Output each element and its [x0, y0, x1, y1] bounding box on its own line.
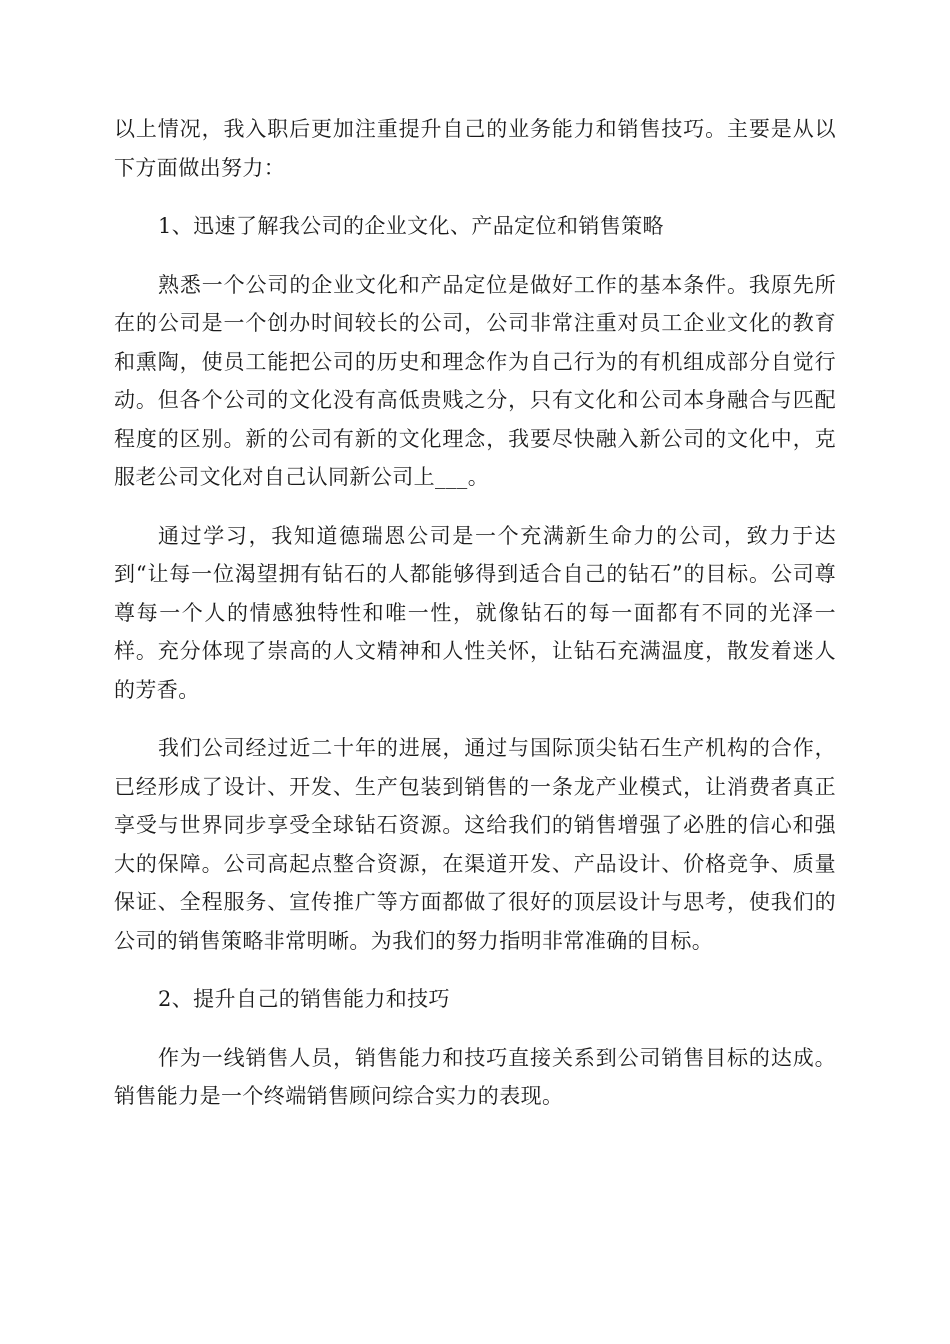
section-heading-1: 1、迅速了解我公司的企业文化、产品定位和销售策略: [158, 214, 664, 238]
paragraph-development: 我们公司经过近二十年的进展，通过与国际顶尖钻石生产机构的合作，已经形成了设计、开发、生产包装到销售的一条龙产业模式，让消费者真正享受与世界同步享受全球钻石资源。这给我们的销售增强了必胜的信心和强大的保障。公司高起点整合资源，在渠道开发、产品设计、价格竞争、质量保证、全程服务、宣传推广等方面都做了很好的顶层设计与思考，使我们的公司的销售策略非常明晰。为我们的努力指明非常准确的目标。: [114, 736, 836, 953]
paragraph-intro: 以上情况，我入职后更加注重提升自己的业务能力和销售技巧。主要是从以下方面做出努力：: [114, 117, 836, 180]
paragraph-culture: 熟悉一个公司的企业文化和产品定位是做好工作的基本条件。我原先所在的公司是一个创办时间较长的公司，公司非常注重对员工企业文化的教育和熏陶，使员工能把公司的历史和理念作为自己行为的有机组成部分自觉行动。但各个公司的文化没有高低贵贱之分，只有文化和公司本身融合与匹配程度的区别。新的公司有新的文化理念，我要尽快融入新公司的文化中，克服老公司文化对自己认同新公司上___。: [114, 272, 836, 489]
paragraph-sales-ability: 作为一线销售人员，销售能力和技巧直接关系到公司销售目标的达成。销售能力是一个终端销售顾问综合实力的表现。: [114, 1045, 836, 1108]
paragraph-learning: 通过学习，我知道德瑞恩公司是一个充满新生命力的公司，致力于达到“让每一位渴望拥有钻石的人都能够得到适合自己的钻石”的目标。公司尊尊每一个人的情感独特性和唯一性，就像钻石的每一面都有不同的光泽一样。充分体现了崇高的人文精神和人性关怀，让钻石充满温度，散发着迷人的芳香。: [114, 523, 836, 702]
section-heading-2: 2、提升自己的销售能力和技巧: [158, 987, 450, 1011]
document-body: [114, 110, 836, 1136]
